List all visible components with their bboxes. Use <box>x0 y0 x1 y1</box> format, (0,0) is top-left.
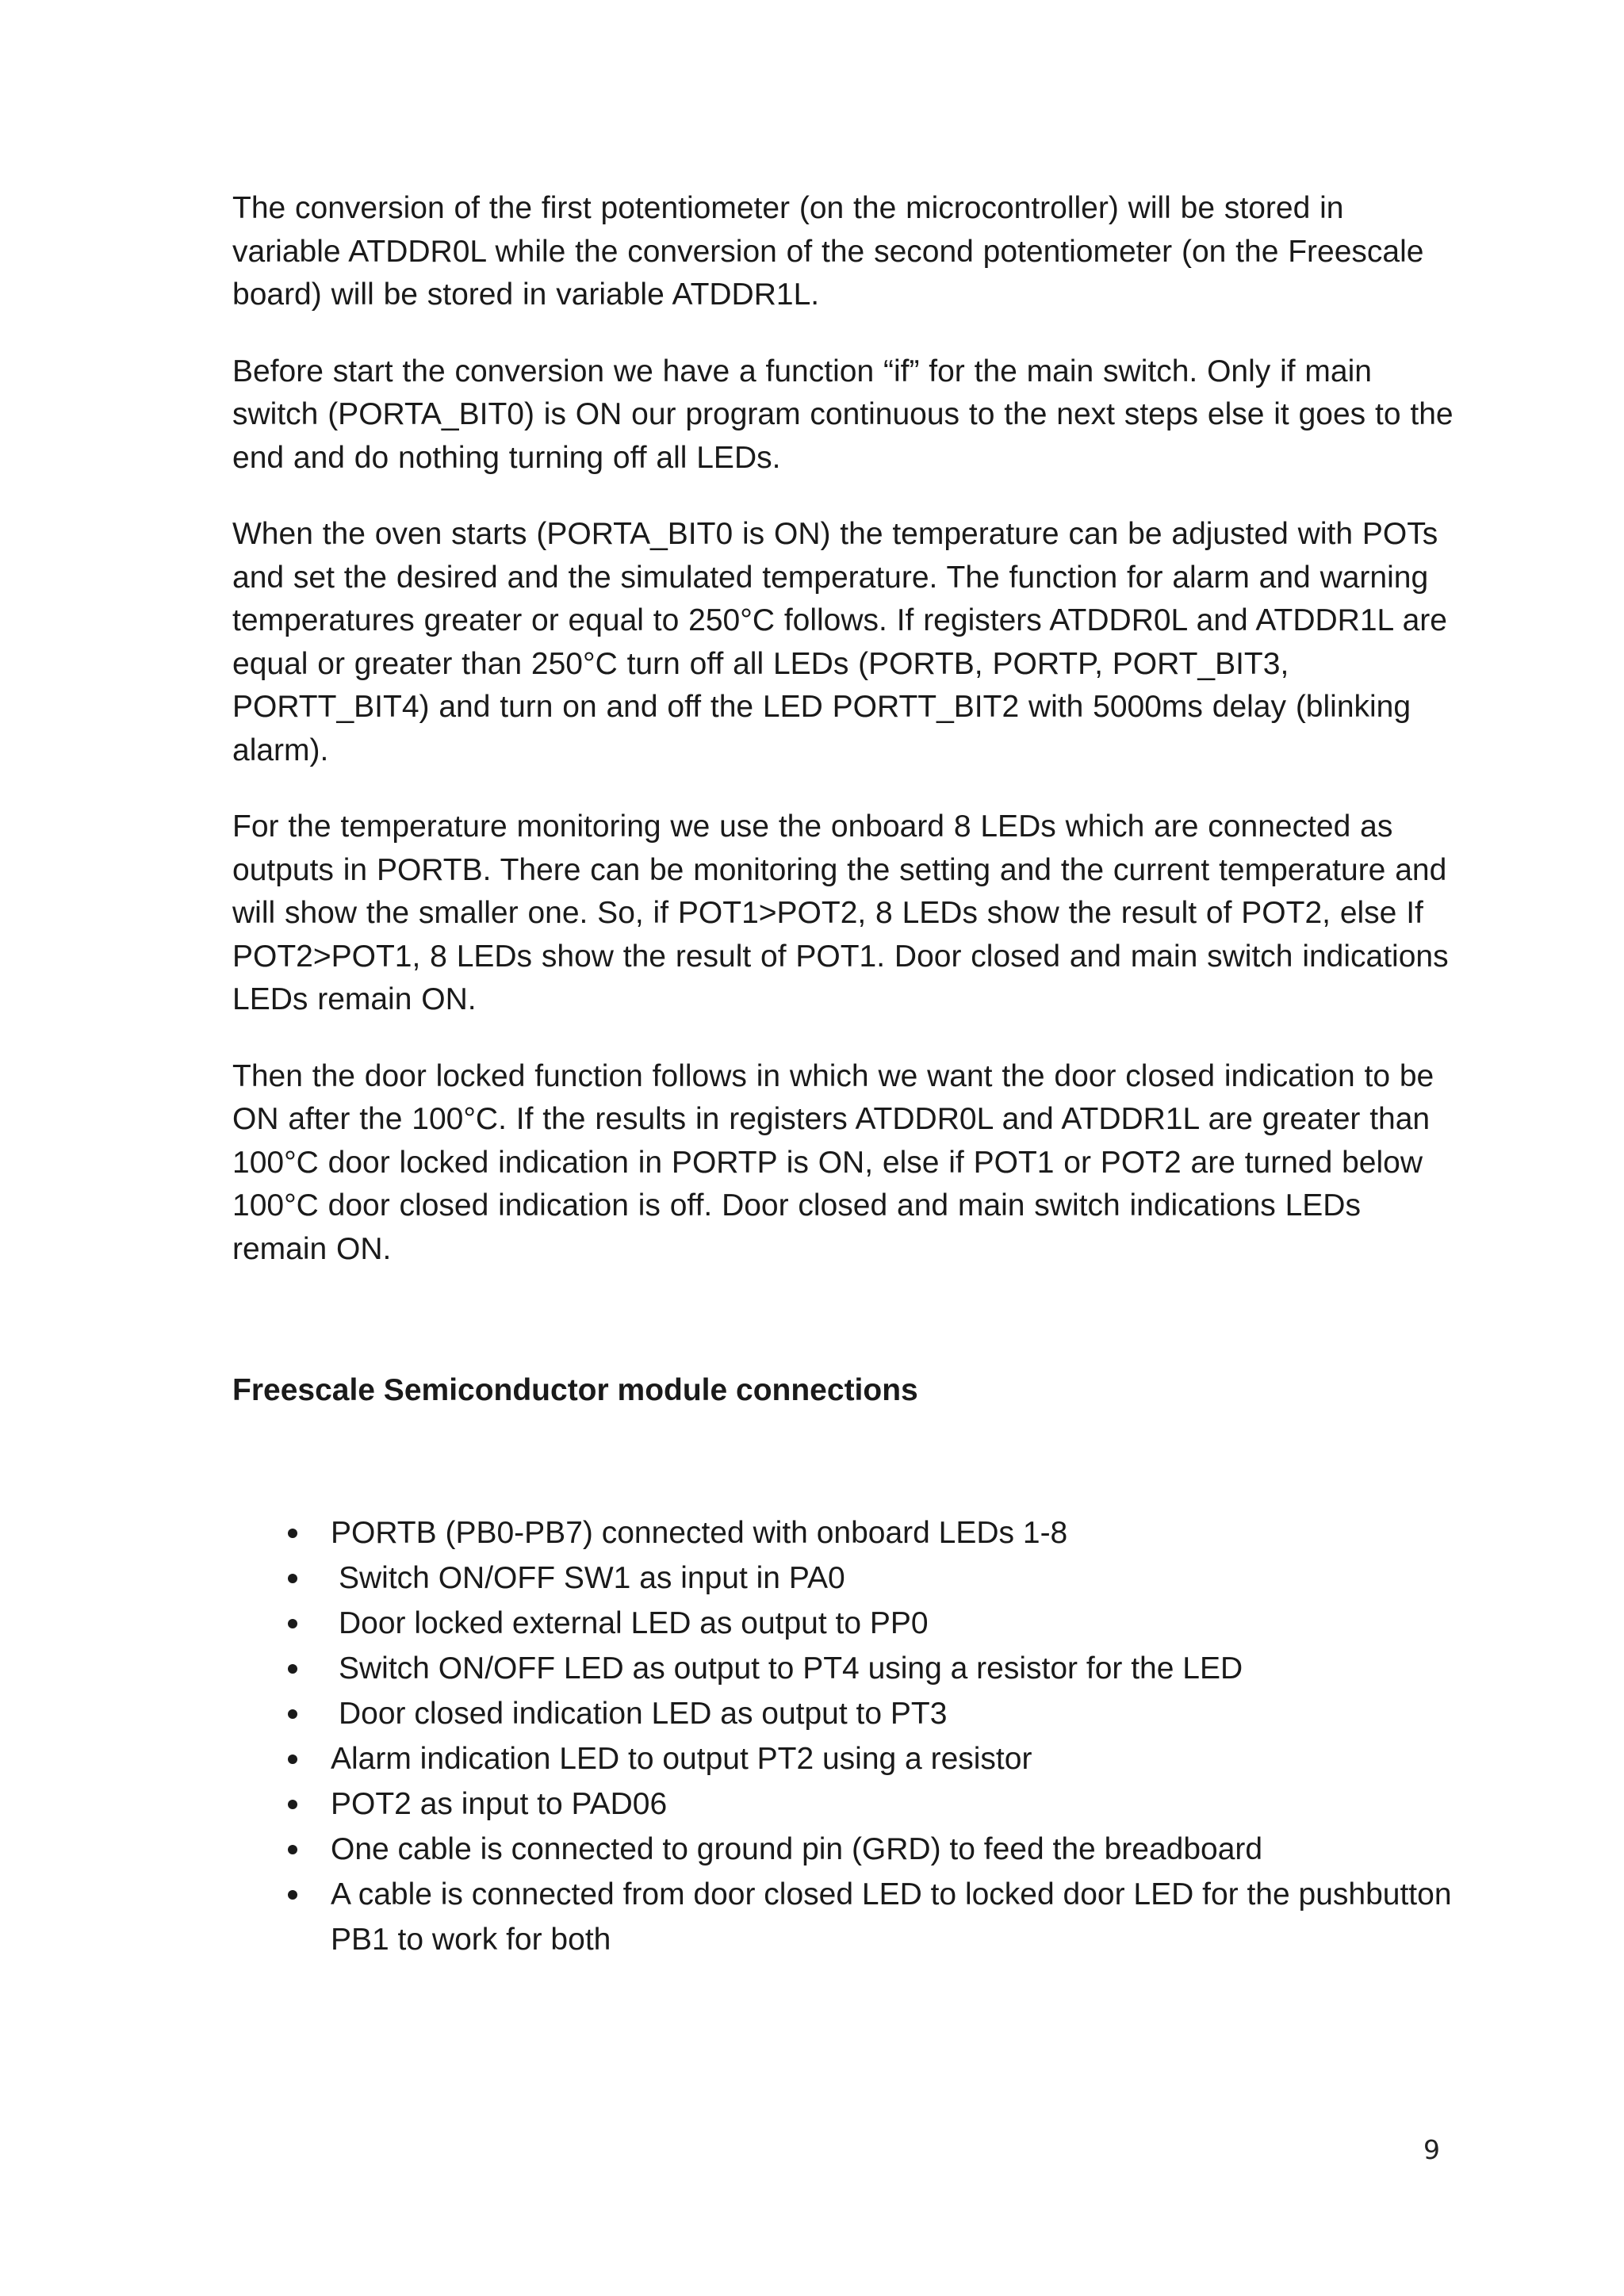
bullet-icon <box>288 1574 297 1583</box>
bullet-icon <box>288 1845 297 1854</box>
list-item: POT2 as input to PAD06 <box>232 1781 1454 1827</box>
list-item: A cable is connected from door closed LED to locked door LED for the pushbutton PB1 to work for both <box>232 1872 1454 1962</box>
bullet-icon <box>288 1800 297 1809</box>
bullet-icon <box>288 1755 297 1764</box>
paragraph-main-switch: Before start the conversion we have a function “if” for the main switch. Only if main switch (PORTA_BIT0) is ON our program continuous to the next steps else it goes to the end and do nothing turning off all LEDs. <box>232 354 1454 475</box>
paragraph-oven-start: When the oven starts (PORTA_BIT0 is ON) the temperature can be adjusted with POTs and set the desired and the simulated temperature. The function for alarm and warning temperatures greater or equal to 250°C follows. If registers ATDDR0L and ATDDR1L are equal or greater than 250°C turn off all LEDs (PORTB, PORTP, PORT_BIT3, PORTT_BIT4) and turn on and off the LED PORTT_BIT2 with 5000ms delay (blinking alarm). <box>232 517 1447 767</box>
list-item: Switch ON/OFF SW1 as input in PA0 <box>232 1556 1454 1601</box>
bullet-icon <box>288 1529 297 1538</box>
bullet-icon <box>288 1709 297 1719</box>
bullet-icon <box>288 1664 297 1674</box>
page-content <box>232 187 1454 1962</box>
list-item: Door locked external LED as output to PP0 <box>232 1601 1454 1646</box>
bullet-icon <box>288 1619 297 1628</box>
section-heading: Freescale Semiconductor module connections <box>232 1373 918 1407</box>
connections-list <box>232 1510 1454 1962</box>
list-item: Door closed indication LED as output to PT3 <box>232 1691 1454 1736</box>
list-item: Alarm indication LED to output PT2 using a resistor <box>232 1736 1454 1781</box>
list-item: One cable is connected to ground pin (GRD) to feed the breadboard <box>232 1827 1454 1872</box>
paragraph-conversion: The conversion of the first potentiometer (on the microcontroller) will be stored in variable ATDDR0L while the conversion of the second potentiometer (on the Freescale board) will be stored in variable ATDDR1L. <box>232 191 1424 312</box>
list-item: Switch ON/OFF LED as output to PT4 using a resistor for the LED <box>232 1646 1454 1691</box>
bullet-icon <box>288 1890 297 1900</box>
paragraph-door-locked: Then the door locked function follows in which we want the door closed indication to be ON after the 100°C. If the results in registers ATDDR0L and ATDDR1L are greater than 100°C door locked indication in PORTP is ON, else if POT1 or POT2 are turned below 100°C door closed indication is off. Door closed and main switch indications LEDs remain ON. <box>232 1058 1434 1266</box>
paragraph-temperature-monitoring: For the temperature monitoring we use the onboard 8 LEDs which are connected as outputs in PORTB. There can be monitoring the setting and the current temperature and will show the smaller one. So, if POT1>POT2, 8 LEDs show the result of POT2, else If POT2>POT1, 8 LEDs show the result of POT1. Door closed and main switch indications LEDs remain ON. <box>232 809 1449 1016</box>
list-item: PORTB (PB0-PB7) connected with onboard LEDs 1-8 <box>232 1510 1454 1556</box>
page-number: 9 <box>1423 2134 1440 2165</box>
